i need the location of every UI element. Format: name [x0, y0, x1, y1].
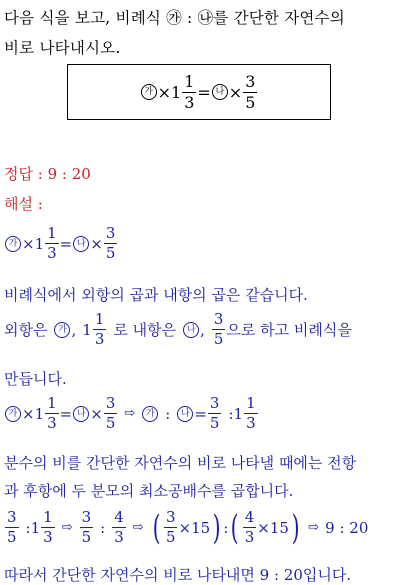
na-symbol: 나: [212, 84, 228, 100]
arrow-icon: ⇨: [132, 520, 144, 535]
question-line-2: 비로 나타내시오.: [4, 39, 121, 57]
solution-equation-3: $\frac{3}{5}$ : 1 $\frac{1}{3}$ ⇨ $\frac{3}{5}$ : $\frac{4}{3}$ ⇨ ( $\frac{3}{5}$ × 15 ) : ( $\frac{4}{3}$ × 15 ) ⇨ 9 : 20: [7, 507, 369, 548]
given-equation-box: [67, 64, 331, 120]
solution-text-4a: 분수의 비를 간단한 자연수의 비로 나타낼 때에는 전항: [4, 454, 357, 472]
fraction-one-third: $\frac{1}{3}$: [184, 71, 195, 112]
fraction-three-fifths: $\frac{3}{5}$: [245, 71, 256, 112]
ga-symbol: 가: [141, 84, 157, 100]
solution-text-3: 만듭니다.: [4, 370, 67, 388]
arrow-icon: ⇨: [124, 406, 136, 421]
solution-final: 따라서 간단한 자연수의 비로 나타내면 9 : 20입니다.: [4, 566, 352, 584]
solution-text-2: 외항은 가 , 1 $\frac{1}{3}$ 로 내항은 나 , $\frac{3}{5}$ 으로 하고 비례식을: [4, 310, 352, 348]
given-equation: 가 × 1 $\frac{1}{3}$ = 나 × $\frac{3}{5}$: [140, 74, 259, 111]
solution-equation-1: 가 × 1 $\frac{1}{3}$ = 나 × $\frac{3}{5}$: [4, 226, 118, 261]
arrow-icon: ⇨: [61, 520, 73, 535]
solution-label: 해설 :: [4, 195, 43, 213]
arrow-icon: ⇨: [308, 520, 320, 535]
answer-line: 정답 : 9 : 20: [4, 165, 91, 183]
solution-text-1: 비례식에서 외항의 곱과 내항의 곱은 같습니다.: [4, 286, 308, 304]
solution-text-4b: 과 후항에 두 분모의 최소공배수를 곱합니다.: [4, 482, 294, 500]
solution-equation-2: 가 × 1 $\frac{1}{3}$ = 나 × $\frac{3}{5}$ ⇨ 가 : 나 = $\frac{3}{5}$ : 1 $\frac{1}{3}$: [4, 396, 259, 431]
question-line-1: 다음 식을 보고, 비례식 ㉮ : ㉯를 간단한 자연수의: [4, 9, 345, 27]
